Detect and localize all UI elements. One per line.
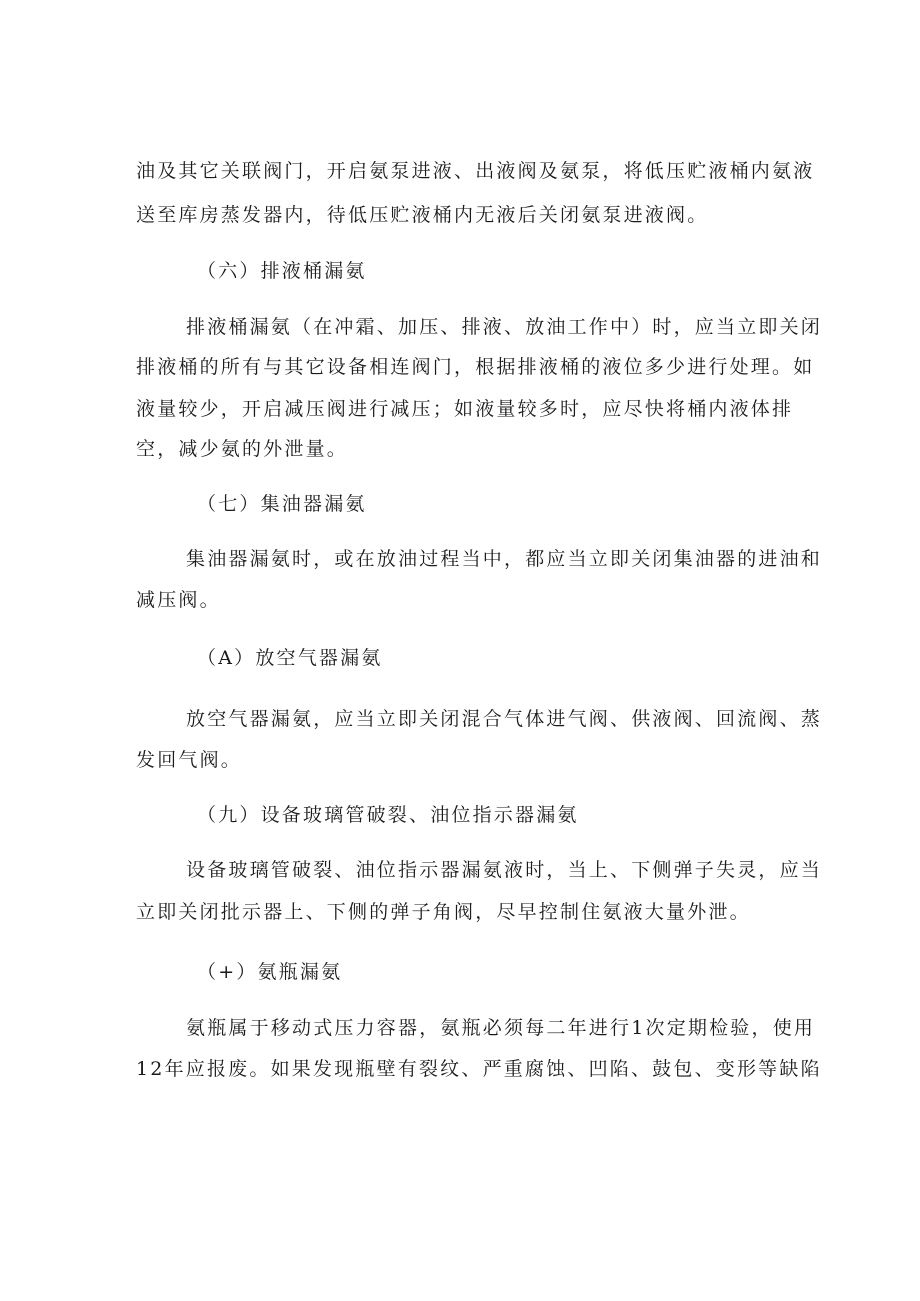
paragraph-line: 氨瓶属于移动式压力容器，氨瓶必须每二年进行1次定期检验，使用 <box>186 1017 816 1039</box>
section-heading-7: （七）集油器漏氨 <box>197 493 367 515</box>
paragraph-line: 排液桶漏氨（在冲霜、加压、排液、放油工作中）时，应当立即关闭 <box>186 316 823 338</box>
paragraph-line: 空，减少氨的外泄量。 <box>136 438 349 460</box>
paragraph-line: 液量较少，开启减压阀进行减压；如液量较多时，应尽快将桶内液体排 <box>136 398 794 420</box>
paragraph-line: 油及其它关联阀门，开启氨泵进液、出液阀及氨泵，将低压贮液桶内氨液 <box>136 160 815 182</box>
paragraph-line: 集油器漏氨时，或在放油过程当中，都应当立即关闭集油器的进油和 <box>186 548 823 570</box>
paragraph-line: 12年应报废。如果发现瓶壁有裂纹、严重腐蚀、凹陷、鼓包、变形等缺陷 <box>136 1058 822 1080</box>
paragraph-line: 放空气器漏氨，应当立即关闭混合气体进气阀、供液阀、回流阀、蒸 <box>186 708 823 730</box>
paragraph-line: 发回气阀。 <box>136 749 243 771</box>
paragraph-line: 立即关闭批示器上、下侧的弹子角阀，尽早控制住氨液大量外泄。 <box>136 901 751 923</box>
paragraph-line: 送至库房蒸发器内，待低压贮液桶内无液后关闭氨泵进液阀。 <box>136 204 709 226</box>
paragraph-line: 排液桶的所有与其它设备相连阀门，根据排液桶的液位多少进行处理。如 <box>136 356 815 378</box>
section-heading-10: （+）氨瓶漏氨 <box>197 961 343 983</box>
paragraph-line: 设备玻璃管破裂、油位指示器漏氨液时，当上、下侧弹子失灵，应当 <box>186 859 823 881</box>
section-heading-9: （九）设备玻璃管破裂、油位指示器漏氨 <box>197 804 579 826</box>
section-heading-6: （六）排液桶漏氨 <box>197 260 367 282</box>
paragraph-line: 减压阀。 <box>136 589 221 611</box>
section-heading-8: （A）放空气器漏氨 <box>197 647 383 669</box>
